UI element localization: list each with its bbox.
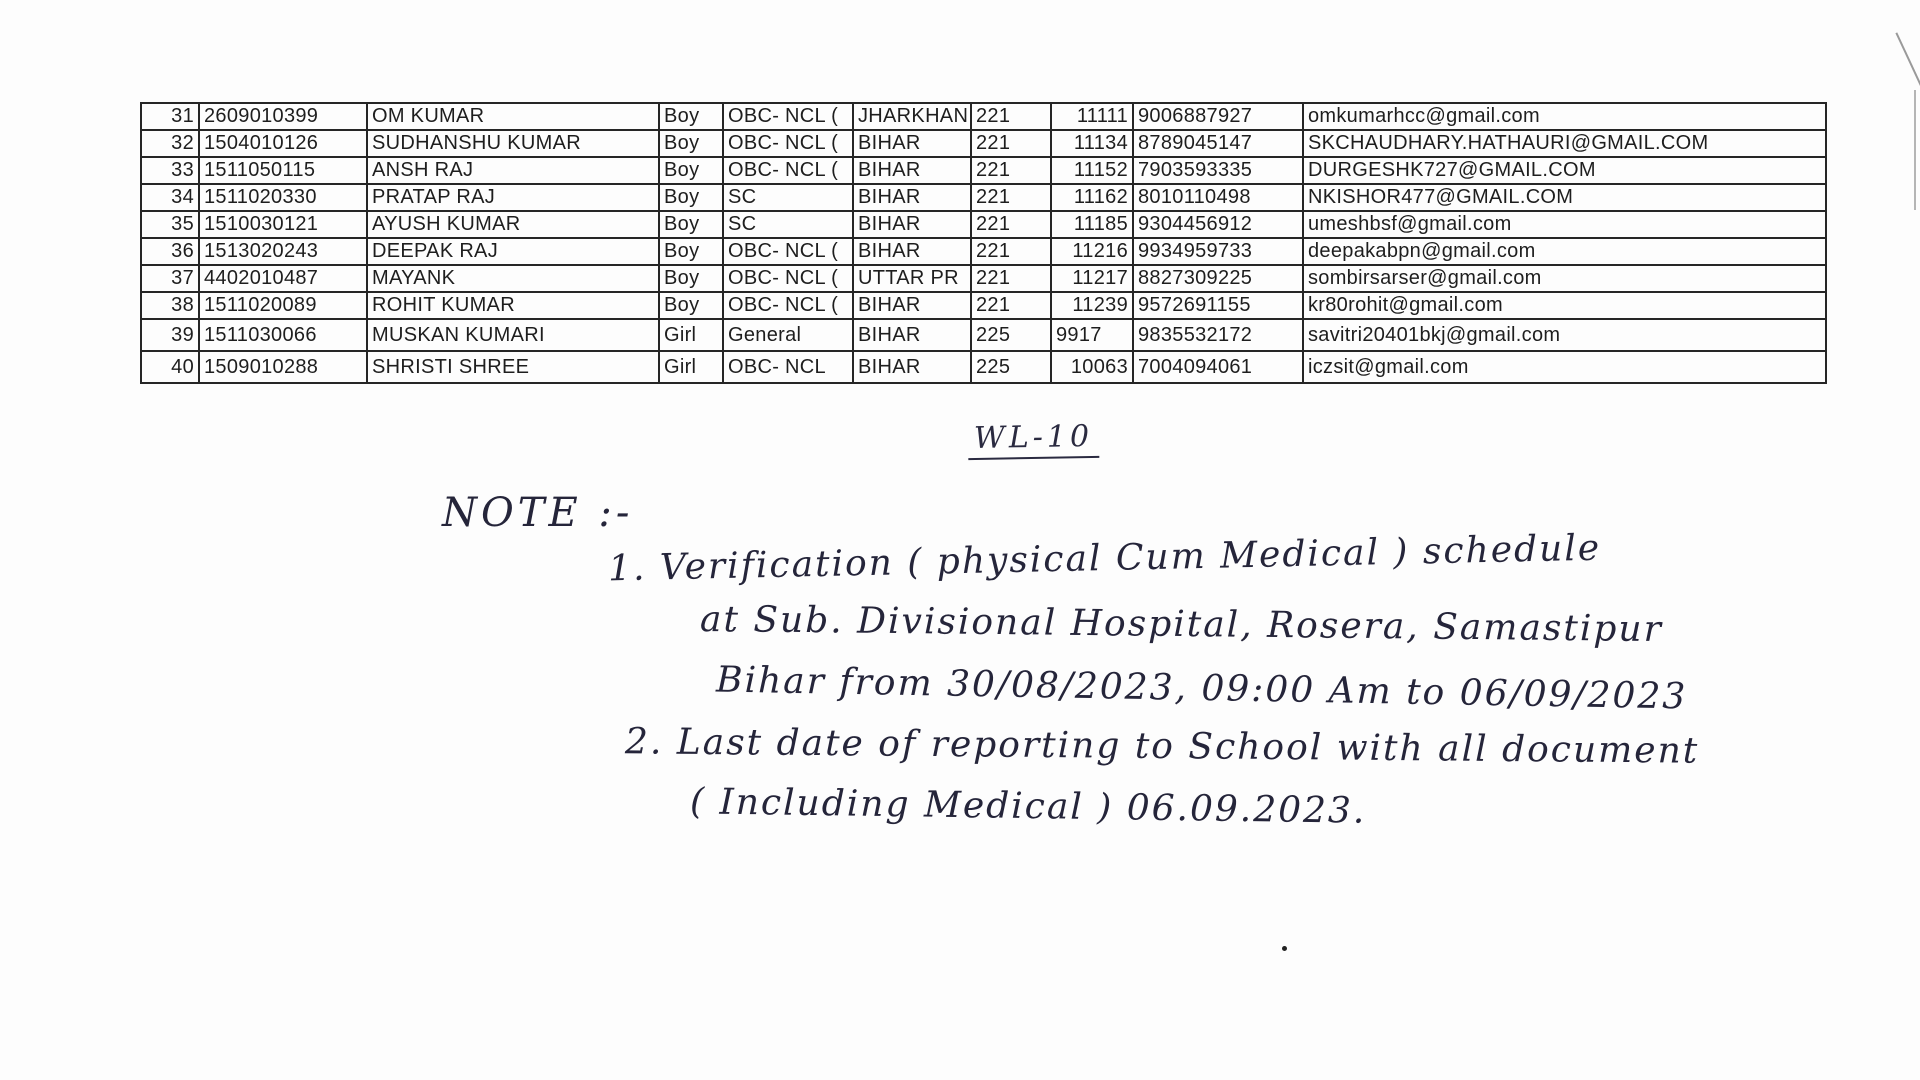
category-cell: OBC- NCL ( — [723, 265, 853, 292]
roll-number-cell: 1511020089 — [199, 292, 367, 319]
gender-cell: Boy — [659, 157, 723, 184]
table-row — [141, 130, 1826, 157]
category-cell: SC — [723, 184, 853, 211]
email-cell: umeshbsf@gmail.com — [1303, 211, 1826, 238]
category-cell: OBC- NCL ( — [723, 238, 853, 265]
email-cell: sombirsarser@gmail.com — [1303, 265, 1826, 292]
table-row — [141, 265, 1826, 292]
candidate-name-cell: MUSKAN KUMARI — [367, 319, 659, 351]
table-row — [141, 184, 1826, 211]
code-cell: 221 — [971, 103, 1051, 130]
rank-cell: 11216 — [1051, 238, 1133, 265]
serial-number-cell: 34 — [141, 184, 199, 211]
serial-number-cell: 32 — [141, 130, 199, 157]
gender-cell: Boy — [659, 130, 723, 157]
roll-number-cell: 1511030066 — [199, 319, 367, 351]
roll-number-cell: 2609010399 — [199, 103, 367, 130]
rank-cell: 11185 — [1051, 211, 1133, 238]
serial-number-cell: 39 — [141, 319, 199, 351]
serial-number-cell: 33 — [141, 157, 199, 184]
candidate-name-cell: SHRISTI SHREE — [367, 351, 659, 383]
state-cell: BIHAR — [853, 211, 971, 238]
table-row — [141, 351, 1826, 383]
phone-cell: 9304456912 — [1133, 211, 1303, 238]
rank-cell: 10063 — [1051, 351, 1133, 383]
code-cell: 225 — [971, 351, 1051, 383]
phone-cell: 9572691155 — [1133, 292, 1303, 319]
gender-cell: Boy — [659, 184, 723, 211]
gender-cell: Boy — [659, 292, 723, 319]
table-row — [141, 319, 1826, 351]
code-cell: 221 — [971, 292, 1051, 319]
category-cell: OBC- NCL — [723, 351, 853, 383]
state-cell: BIHAR — [853, 184, 971, 211]
roll-number-cell: 1513020243 — [199, 238, 367, 265]
serial-number-cell: 31 — [141, 103, 199, 130]
roll-number-cell: 1511050115 — [199, 157, 367, 184]
state-cell: UTTAR PR — [853, 265, 971, 292]
email-cell: DURGESHK727@GMAIL.COM — [1303, 157, 1826, 184]
email-cell: omkumarhcc@gmail.com — [1303, 103, 1826, 130]
waitlist-heading: WL-10 — [968, 419, 1100, 460]
email-cell: SKCHAUDHARY.HATHAURI@GMAIL.COM — [1303, 130, 1826, 157]
serial-number-cell: 40 — [141, 351, 199, 383]
ink-dot — [1282, 946, 1287, 951]
state-cell: BIHAR — [853, 319, 971, 351]
candidate-name-cell: OM KUMAR — [367, 103, 659, 130]
candidate-name-cell: SUDHANSHU KUMAR — [367, 130, 659, 157]
email-cell: savitri20401bkj@gmail.com — [1303, 319, 1826, 351]
rank-cell: 11217 — [1051, 265, 1133, 292]
category-cell: OBC- NCL ( — [723, 130, 853, 157]
category-cell: SC — [723, 211, 853, 238]
candidate-name-cell: MAYANK — [367, 265, 659, 292]
category-cell: OBC- NCL ( — [723, 103, 853, 130]
rank-cell: 11162 — [1051, 184, 1133, 211]
note-line: at Sub. Divisional Hospital, Rosera, Samastipur — [699, 598, 1664, 651]
email-cell: kr80rohit@gmail.com — [1303, 292, 1826, 319]
note-line: Bihar from 30/08/2023, 09:00 Am to 06/09/2023 — [715, 659, 1688, 718]
state-cell: JHARKHAN — [853, 103, 971, 130]
category-cell: OBC- NCL ( — [723, 292, 853, 319]
note-line: 2. Last date of reporting to School with all document — [624, 721, 1700, 772]
gender-cell: Girl — [659, 351, 723, 383]
table-row — [141, 238, 1826, 265]
code-cell: 221 — [971, 130, 1051, 157]
email-cell: iczsit@gmail.com — [1303, 351, 1826, 383]
rank-cell: 11134 — [1051, 130, 1133, 157]
gender-cell: Boy — [659, 103, 723, 130]
state-cell: BIHAR — [853, 351, 971, 383]
rank-cell: 11239 — [1051, 292, 1133, 319]
table-row — [141, 157, 1826, 184]
serial-number-cell: 38 — [141, 292, 199, 319]
phone-cell: 9835532172 — [1133, 319, 1303, 351]
candidate-name-cell: ROHIT KUMAR — [367, 292, 659, 319]
code-cell: 221 — [971, 157, 1051, 184]
serial-number-cell: 35 — [141, 211, 199, 238]
scan-edge-mark — [1895, 32, 1920, 87]
rank-cell: 11152 — [1051, 157, 1133, 184]
category-cell: General — [723, 319, 853, 351]
roll-number-cell: 1509010288 — [199, 351, 367, 383]
phone-cell: 8827309225 — [1133, 265, 1303, 292]
category-cell: OBC- NCL ( — [723, 157, 853, 184]
phone-cell: 9006887927 — [1133, 103, 1303, 130]
scan-edge-mark — [1914, 90, 1916, 210]
state-cell: BIHAR — [853, 130, 971, 157]
rank-cell: 9917 — [1051, 319, 1133, 351]
state-cell: BIHAR — [853, 238, 971, 265]
serial-number-cell: 36 — [141, 238, 199, 265]
gender-cell: Boy — [659, 265, 723, 292]
note-line: ( Including Medical ) 06.09.2023. — [689, 781, 1367, 832]
phone-cell: 8010110498 — [1133, 184, 1303, 211]
table-row — [141, 103, 1826, 130]
note-line: 1. Verification ( physical Cum Medical ) schedule — [607, 527, 1602, 590]
table-row — [141, 211, 1826, 238]
candidate-name-cell: ANSH RAJ — [367, 157, 659, 184]
code-cell: 225 — [971, 319, 1051, 351]
roll-number-cell: 4402010487 — [199, 265, 367, 292]
rank-cell: 11111 — [1051, 103, 1133, 130]
email-cell: NKISHOR477@GMAIL.COM — [1303, 184, 1826, 211]
note-title: NOTE :- — [442, 490, 634, 536]
state-cell: BIHAR — [853, 292, 971, 319]
gender-cell: Boy — [659, 211, 723, 238]
candidate-name-cell: DEEPAK RAJ — [367, 238, 659, 265]
gender-cell: Girl — [659, 319, 723, 351]
phone-cell: 8789045147 — [1133, 130, 1303, 157]
code-cell: 221 — [971, 211, 1051, 238]
gender-cell: Boy — [659, 238, 723, 265]
code-cell: 221 — [971, 238, 1051, 265]
roll-number-cell: 1511020330 — [199, 184, 367, 211]
candidate-table — [140, 102, 1827, 384]
phone-cell: 7903593335 — [1133, 157, 1303, 184]
code-cell: 221 — [971, 184, 1051, 211]
phone-cell: 9934959733 — [1133, 238, 1303, 265]
code-cell: 221 — [971, 265, 1051, 292]
roll-number-cell: 1510030121 — [199, 211, 367, 238]
serial-number-cell: 37 — [141, 265, 199, 292]
candidate-name-cell: PRATAP RAJ — [367, 184, 659, 211]
email-cell: deepakabpn@gmail.com — [1303, 238, 1826, 265]
roll-number-cell: 1504010126 — [199, 130, 367, 157]
candidate-name-cell: AYUSH KUMAR — [367, 211, 659, 238]
table-row — [141, 292, 1826, 319]
phone-cell: 7004094061 — [1133, 351, 1303, 383]
state-cell: BIHAR — [853, 157, 971, 184]
